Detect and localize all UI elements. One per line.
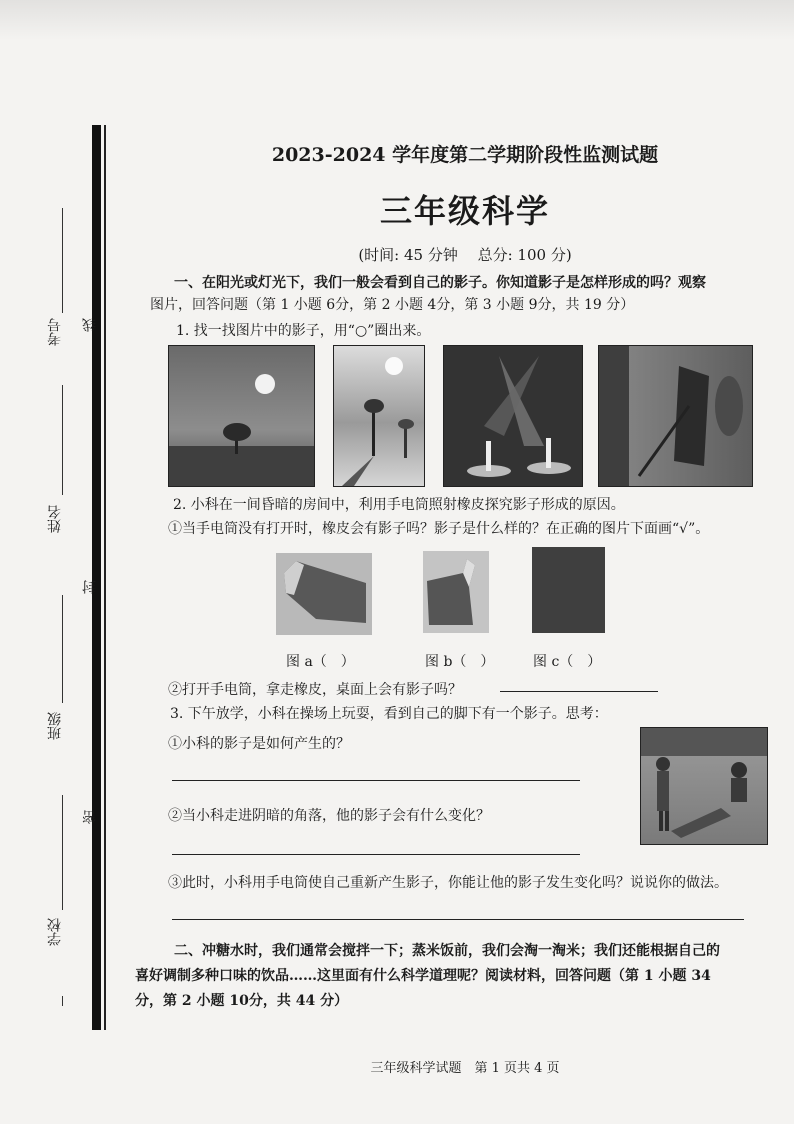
section2-line2: 喜好调制多种口味的饮品……这里面有什么科学道理呢？阅读材料，回答问题（第 1 小题 34 [135,968,711,984]
photo-boys-playground [640,727,768,845]
figure-b-image [423,551,489,633]
name-label: 姓名 [47,505,63,533]
figure-a-caption[interactable]: 图 a（ ） [286,654,355,670]
question-2-1: ①当手电筒没有打开时，橡皮会有影子吗？影子是什么样的？在正确的图片下面画“√”。 [168,521,710,537]
stage-scene [444,346,582,486]
binding-line-inner [104,125,106,1030]
figure-c-caption[interactable]: 图 c（ ） [533,654,602,670]
subject-title: 三年级科学 [379,192,550,230]
playground-scene [641,728,767,844]
photo-beach-trees [333,345,425,487]
section1-intro-line2: 图片，回答问题（第 1 小题 6分，第 2 小题 4分，第 3 小题 9分，共 19 分） [150,297,635,313]
eraser-long-shadow [276,553,372,635]
beach-scene [334,346,424,486]
cut-line-label: 线 [82,318,98,332]
exam-number-rule [62,208,63,313]
school-label: 学校 [47,918,63,946]
question-2: 2. 小科在一间昏暗的房间中，利用手电筒照射橡皮探究影子形成的原因。 [173,497,625,513]
answer-line-3-1[interactable] [172,780,580,781]
binding-line [92,125,101,1030]
secret-label: 密 [82,810,98,824]
question-2-2: ②打开手电筒，拿走橡皮，桌面上会有影子吗？ [168,682,462,698]
photo-tree-at-sunset [168,345,315,487]
question-3-3: ③此时，小科用手电筒使自己重新产生影子，你能让他的影子发生变化吗？说说你的做法。 [168,875,728,891]
seal-label: 封 [82,580,98,594]
photo-stage-lights [443,345,583,487]
figure-c-image [532,547,605,633]
answer-line-3-2[interactable] [172,854,580,855]
section1-intro-line1: 一、在阳光或灯光下，我们一般会看到自己的影子。你知道影子是怎样形成的吗？观察 [174,275,706,291]
eraser-short-shadow [423,551,489,633]
class-rule [62,595,63,703]
answer-line-3-3[interactable] [172,919,744,920]
section2-line1: 二、冲糖水时，我们通常会搅拌一下；蒸米饭前，我们会淘一淘米；我们还能根据自己的 [174,943,720,959]
exam-title: 2023-2024 学年度第二学期阶段性监测试题 [271,144,659,166]
section2-line3: 分，第 2 小题 10分，共 44 分） [135,993,349,1009]
school-rule [62,795,63,910]
photo-shadow-puppet [598,345,753,487]
answer-line-2-2[interactable] [500,691,658,692]
page-footer: 三年级科学试题 第 1 页共 4 页 [370,1061,560,1076]
figure-a-image [276,553,372,635]
puppet-scene [599,346,752,486]
page-edge-shadow [0,0,794,40]
class-label: 班级 [47,712,63,740]
question-3-1: ①小科的影子是如何产生的？ [168,736,350,752]
binding-tick [62,996,63,1006]
time-info: (时间: 45 分钟 总分: 100 分) [358,246,572,264]
question-3: 3. 下午放学，小科在操场上玩耍，看到自己的脚下有一个影子。思考： [170,706,608,722]
question-3-2: ②当小科走进阴暗的角落，他的影子会有什么变化？ [168,808,490,824]
question-1: 1. 找一找图片中的影子，用“○”圈出来。 [176,323,431,339]
name-rule [62,385,63,495]
tree-scene [169,346,314,486]
exam-number-label: 考号 [47,318,63,346]
figure-b-caption[interactable]: 图 b（ ） [425,654,495,670]
